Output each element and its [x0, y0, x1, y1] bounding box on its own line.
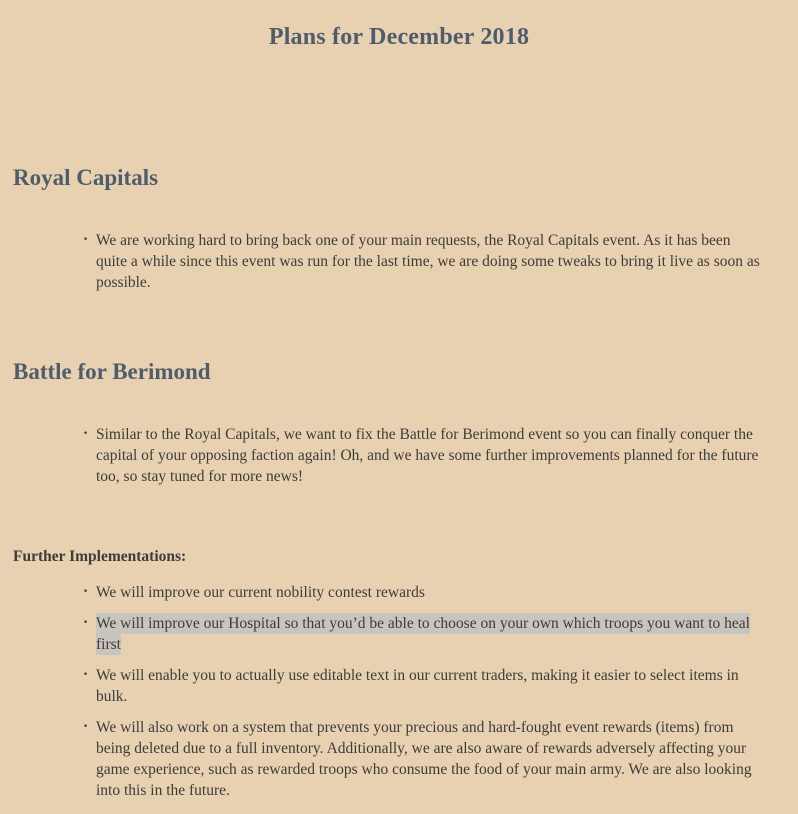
bullet-list: [13, 424, 785, 487]
section-further-implementations: [13, 546, 785, 801]
bullet-list: [13, 230, 785, 293]
list-item-text: We will enable you to actually use editable text in our current traders, making it easier to select items in bulk.: [96, 667, 739, 705]
selected-text: We will improve our Hospital so that you’d be able to choose on your own which troops you want to heal first: [96, 615, 750, 653]
bullet-list: [13, 582, 785, 801]
section-heading-battle-for-berimond: Battle for Berimond: [13, 359, 211, 384]
list-item: [83, 613, 763, 655]
sub-heading-further-implementations: Further Implementations:: [13, 548, 187, 565]
section-heading-royal-capitals: Royal Capitals: [13, 165, 159, 190]
list-item: [83, 230, 763, 293]
list-item: [83, 424, 763, 487]
section-royal-capitals: [13, 164, 785, 293]
list-item-text: We will also work on a system that prevents your precious and hard-fought event rewards (items) from being deleted due to a full inventory. Additionally, we are also aware of rewards adversely affecting your game experience, such as rewarded troops who consume the food of your main army. We are also looking into this in the future.: [96, 719, 752, 799]
page-title: Plans for December 2018: [268, 24, 530, 50]
list-item: [83, 582, 763, 603]
list-item: [83, 717, 763, 801]
list-item: [83, 665, 763, 707]
list-item-text: Similar to the Royal Capitals, we want to fix the Battle for Berimond event so you can finally conquer the capital of your opposing faction again! Oh, and we have some further improvements planned for the future too, so stay tuned for more news!: [96, 426, 759, 485]
section-battle-for-berimond: [13, 358, 785, 487]
list-item-text: We will improve our current nobility contest rewards: [96, 584, 425, 601]
list-item-text: We are working hard to bring back one of your main requests, the Royal Capitals event. As it has been quite a while since this event was run for the last time, we are doing some tweaks to bring it live as soon as possible.: [96, 232, 760, 291]
